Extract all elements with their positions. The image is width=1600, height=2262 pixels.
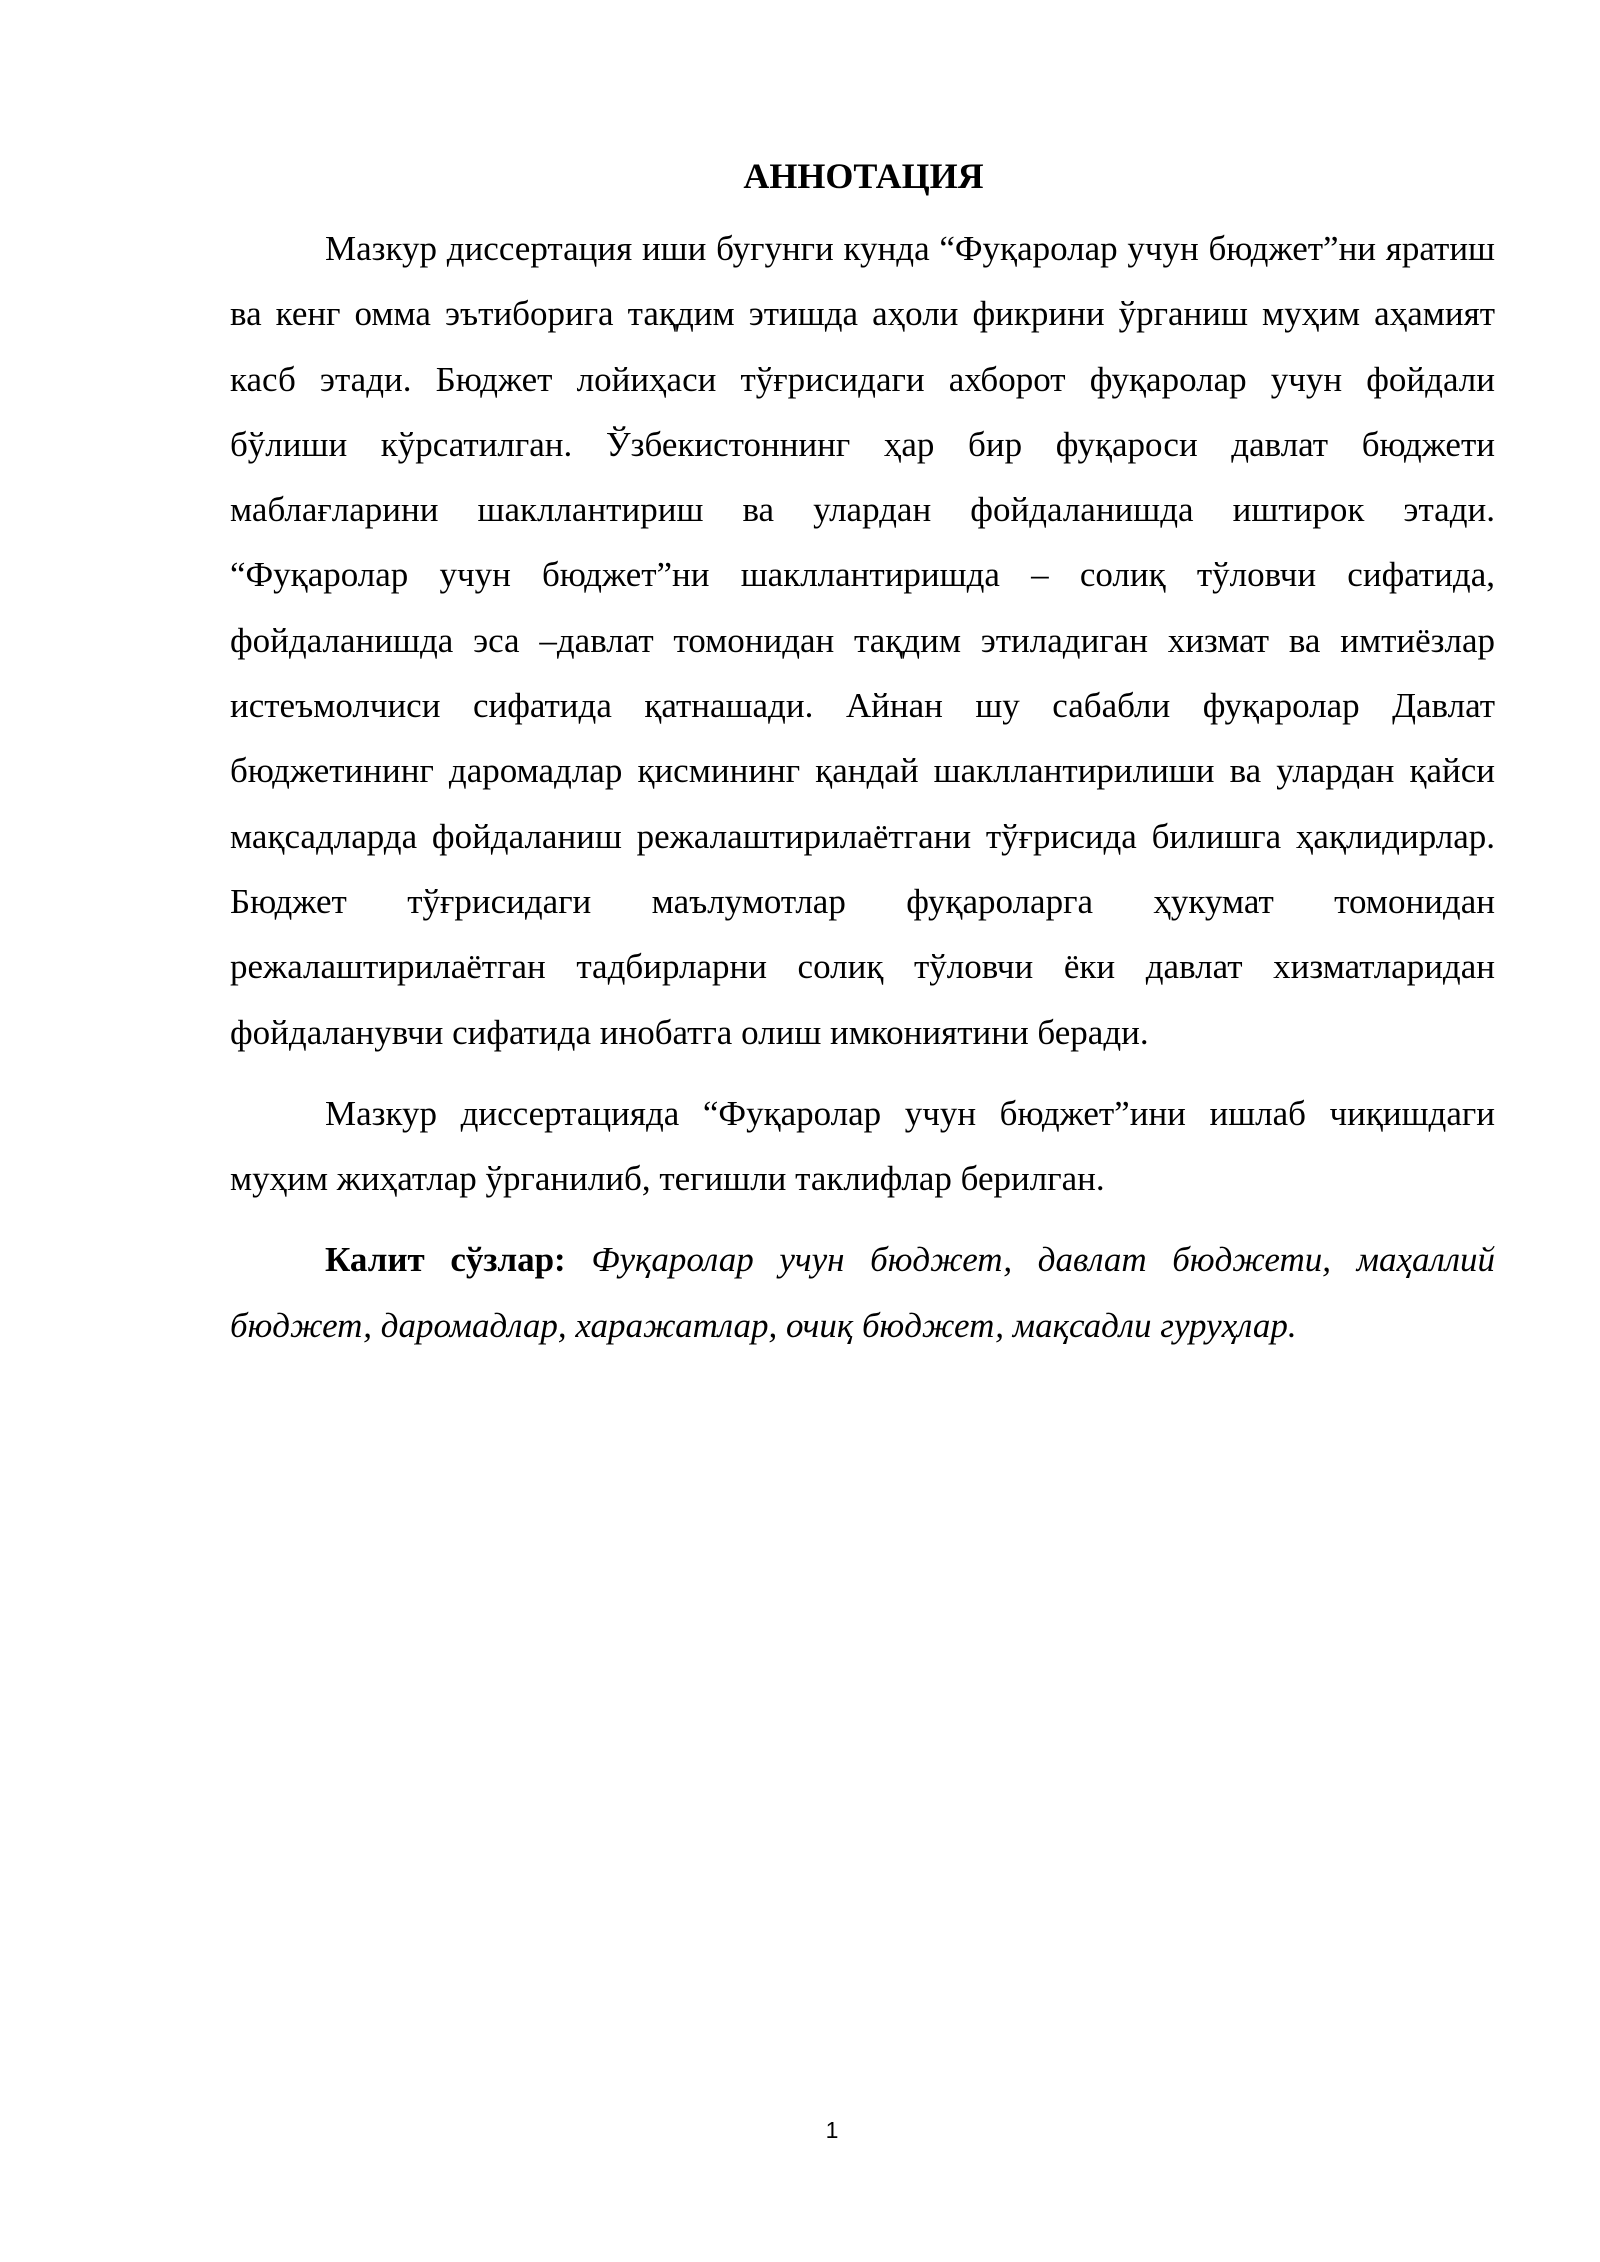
page-title: АННОТАЦИЯ <box>743 156 984 196</box>
document-body <box>230 150 1495 1358</box>
keywords-label: Калит сўзлар: <box>325 1240 566 1280</box>
keywords-text: Фуқаролар учун бюджет, давлат бюджети, маҳаллий бюджет, даромадлар, харажатлар, очиқ бюджет, мақсадли гуруҳлар. <box>230 1240 1496 1345</box>
keywords-paragraph <box>230 1227 1495 1358</box>
abstract-paragraph-1: Мазкур диссертация иши бугунги кунда “Фуқаролар учун бюджет”ни яратиш ва кенг омма эътиборига тақдим этишда аҳоли фикрини ўрганиш муҳим аҳамият касб этади. Бюджет лойиҳаси тўғрисидаги ахборот фуқаролар учун фойдали бўлиши кўрсатилган. Ўзбекистоннинг ҳар бир фуқароси давлат бюджети маблағларини шакллантириш ва улардан фойдаланишда иштирок этади. “Фуқаролар учун бюджет”ни шакллантиришда – солиқ тўловчи сифатида, фойдаланишда эса –давлат томонидан тақдим этиладиган хизмат ва имтиёзлар истеъмолчиси сифатида қатнашади. Айнан шу сабабли фуқаролар Давлат бюджетининг даромадлар қисмининг қандай шакллантирилиши ва улардан қайси мақсадларда фойдаланиш режалаштирилаётгани тўғрисида билишга ҳақлидирлар. Бюджет тўғрисидаги маълумотлар фуқароларга ҳукумат томонидан режалаштирилаётган тадбирларни солиқ тўловчи ёки давлат хизматларидан фойдаланувчи сифатида инобатга олиш имкониятини беради. <box>230 229 1495 1052</box>
page-number: 1 <box>825 2117 839 2143</box>
abstract-paragraph-2: Мазкур диссертацияда “Фуқаролар учун бюджет”ини ишлаб чиқишдаги муҳим жиҳатлар ўрганилиб, тегишли таклифлар берилган. <box>230 1093 1495 1199</box>
